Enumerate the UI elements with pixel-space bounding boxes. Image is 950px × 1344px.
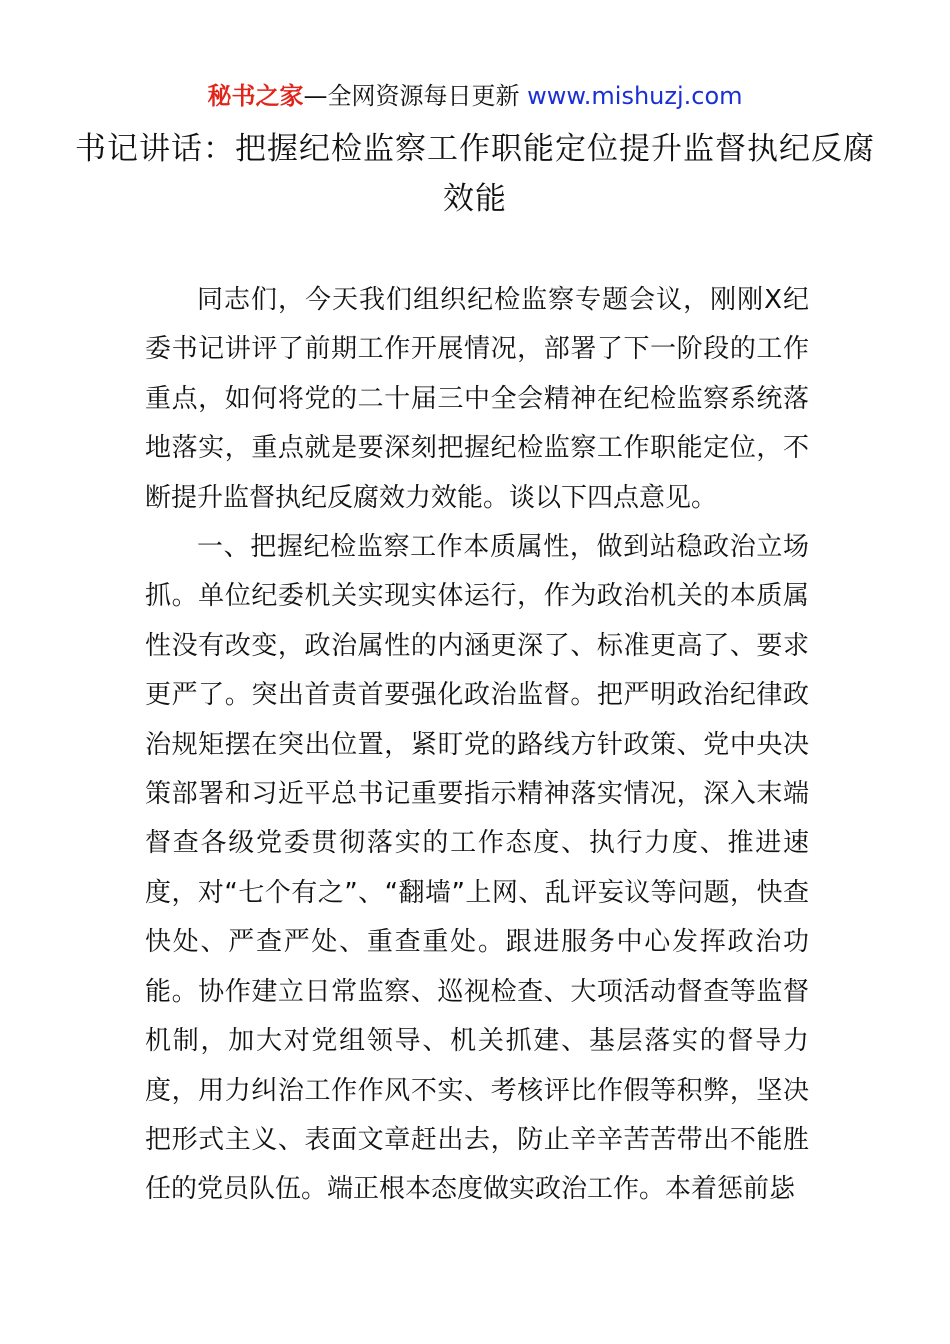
site-url: www.mishuzj.com <box>527 82 743 110</box>
paragraph-intro: 同志们，今天我们组织纪检监察专题会议，刚刚X纪委书记讲评了前期工作开展情况，部署了下一阶段的工作重点，如何将党的二十届三中全会精神在纪检监察系统落地落实，重点就是要深刻把握纪检监察工作职能定位，不断提升监督执纪反腐效力效能。谈以下四点意见。 <box>145 285 809 513</box>
document-body <box>145 276 809 1215</box>
site-brand: 秘书之家 <box>207 82 304 110</box>
document-title: 书记讲话：把握纪检监察工作职能定位提升监督执纪反腐效能 <box>75 131 875 217</box>
site-tagline: —全网资源每日更新 <box>303 82 528 110</box>
site-header <box>0 80 950 112</box>
paragraph-section-one: 一、把握纪检监察工作本质属性，做到站稳政治立场抓。单位纪委机关实现实体运行，作为政治机关的本质属性没有改变，政治属性的内涵更深了、标准更高了、要求更严了。突出首责首要强化政治监督。把严明政治纪律政治规矩摆在突出位置，紧盯党的路线方针政策、党中央决策部署和习近平总书记重要指示精神落实情况，深入末端督查各级党委贯彻落实的工作态度、执行力度、推进速度，对“七个有之”、“翻墙”上网、乱评妄议等问题，快查快处、严查严处、重查重处。跟进服务中心发挥政治功能。协作建立日常监察、巡视检查、大项活动督查等监督机制，加大对党组领导、机关抓建、基层落实的督导力度，用力纠治工作作风不实、考核评比作假等积弊，坚决把形式主义、表面文章赶出去，防止辛辛苦苦带出不能胜任的党员队伍。端正根本态度做实政治工作。本着惩前毖 <box>145 532 809 1205</box>
